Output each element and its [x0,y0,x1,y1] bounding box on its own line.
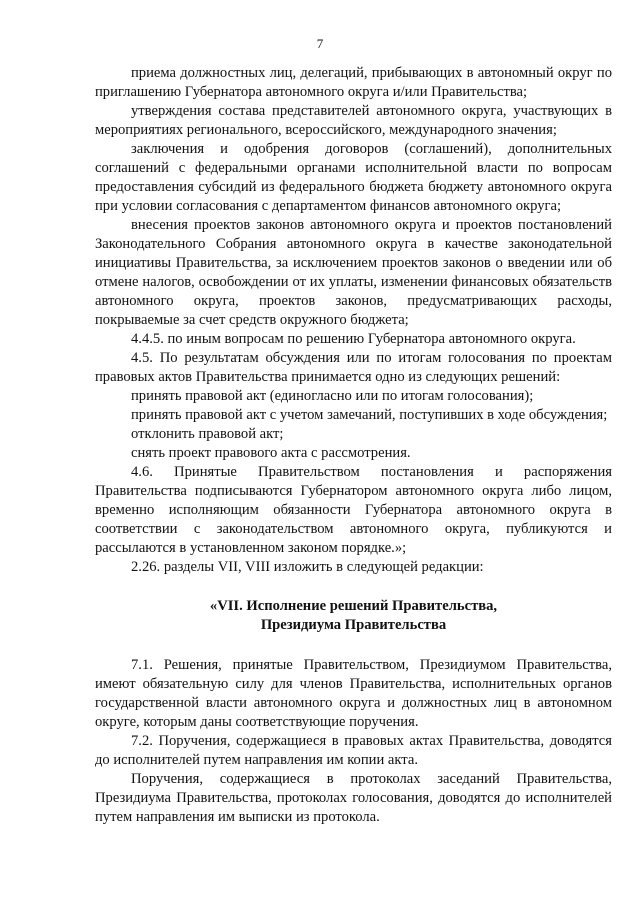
page-number: 7 [316,36,324,51]
paragraph-decision-adopt-with-remarks: принять правовой акт с учетом замечаний, поступивших в ходе обсуждения; [131,407,608,423]
paragraph-delegations: приема должностных лиц, делегаций, прибывающих в автономный округ по приглашению Губернатора автономного округа и/или Правительства; [95,65,612,100]
paragraph-draft-laws: внесения проектов законов автономного округа и проектов постановлений Законодательного Собрания автономного округа в качестве законодательной инициативы Правительства, за исключением проектов законов о введении или об отмене налогов, освобождении от их уплаты, изменении финансовых обязательств автономного округа, проектов законов, предусматривающих расходы, покрываемые за счет средств окружного бюджета; [95,217,612,328]
paragraph-7-2: 7.2. Поручения, содержащиеся в правовых актах Правительства, доводятся до исполнителей путем направления им копии акта. [95,733,612,768]
paragraph-decision-reject: отклонить правовой акт; [131,426,284,442]
paragraph-7-1: 7.1. Решения, принятые Правительством, Президиумом Правительства, имеют обязательную силу для членов Правительства, исполнительных органов государственной власти автономного округа и должностных лиц в автономном округе, которым даны соответствующие поручения. [95,657,612,730]
paragraph-agreements: заключения и одобрения договоров (соглашений), дополнительных соглашений с федеральными органами исполнительной власти по вопросам предоставления субсидий из федерального бюджета бюджету автономного округа при условии согласования с департаментом финансов автономного округа; [95,141,612,214]
section-heading-line-2: Президиума Правительства [260,617,447,633]
paragraph-4-4-5: 4.4.5. по иным вопросам по решению Губернатора автономного округа. [131,331,576,347]
paragraph-4-6: 4.6. Принятые Правительством постановления и распоряжения Правительства подписываются Губернатором автономного округа либо лицом, временно исполняющим обязанности Губернатора автономного округа в соответствии с законодательством автономного округа, публикуются и рассылаются в установленном законом порядке.»; [95,464,612,556]
document-body [95,64,612,827]
paragraph-decision-withdraw: снять проект правового акта с рассмотрения. [131,445,411,461]
paragraph-decision-adopt: принять правовой акт (единогласно или по итогам голосования); [131,388,534,404]
paragraph-protocol-orders: Поручения, содержащиеся в протоколах заседаний Правительства, Президиума Правительства, протоколах голосования, доводятся до исполнителей путем направления им выписки из протокола. [95,771,612,825]
paragraph-representatives: утверждения состава представителей автономного округа, участвующих в мероприятиях регионального, всероссийского, международного значения; [95,103,612,138]
section-heading-line-1: «VII. Исполнение решений Правительства, [209,598,498,614]
section-heading [95,597,612,635]
paragraph-4-5: 4.5. По результатам обсуждения или по итогам голосования по проектам правовых актов Правительства принимается одно из следующих решений: [95,350,612,385]
paragraph-2-26: 2.26. разделы VII, VIII изложить в следующей редакции: [131,559,484,575]
